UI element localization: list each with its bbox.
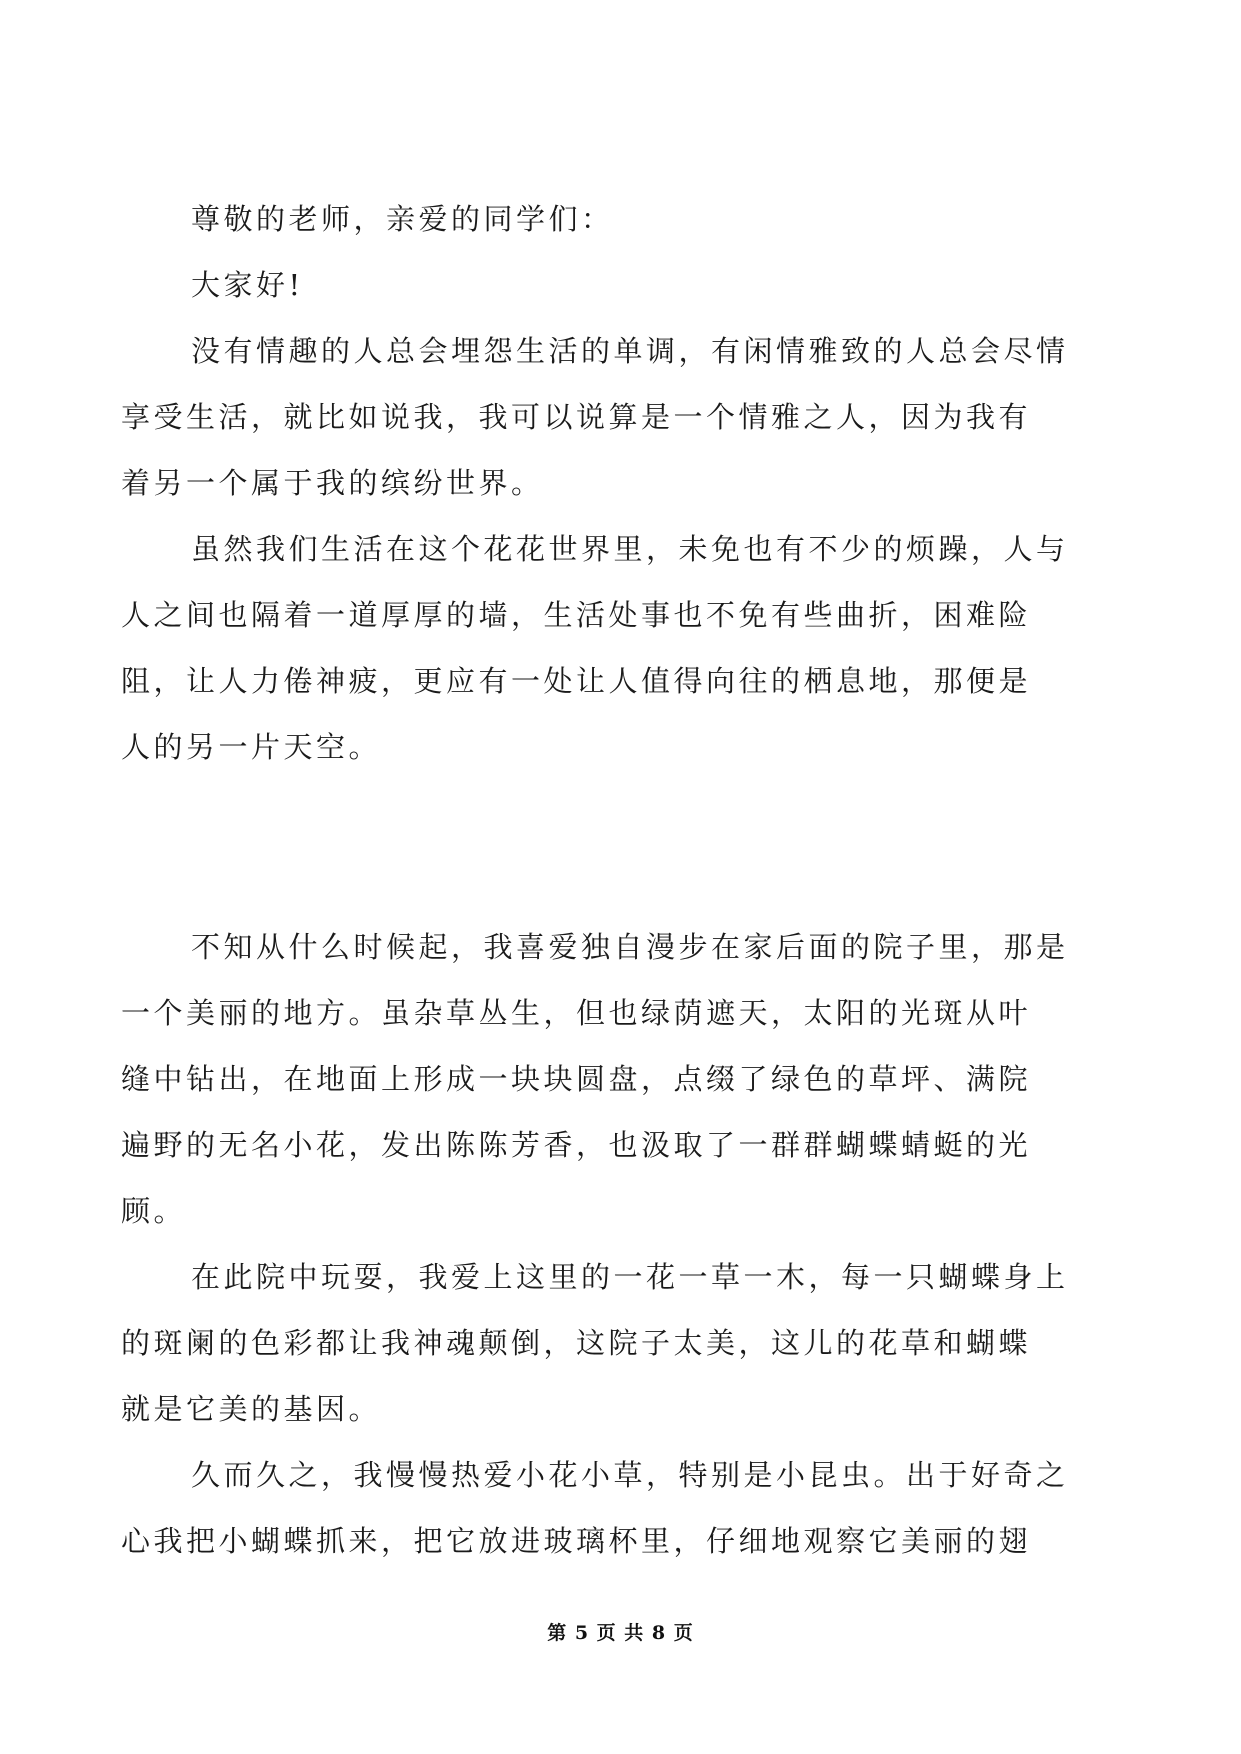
paragraph xyxy=(156,186,1090,252)
paragraph xyxy=(121,1244,1090,1442)
text-line: 大家好! xyxy=(191,268,304,302)
text-line: 就是它美的基因。 xyxy=(121,1392,382,1426)
paragraph-gap xyxy=(156,780,1090,914)
text-line: 顾。 xyxy=(121,1194,187,1228)
text-line: 没有情趣的人总会埋怨生活的单调，有闲情雅致的人总会尽情 xyxy=(191,334,1069,368)
text-line: 人的另一片天空。 xyxy=(121,730,382,764)
paragraph xyxy=(121,516,1090,780)
text-line: 遍野的无名小花，发出陈陈芳香，也汲取了一群群蝴蝶蜻蜓的光 xyxy=(121,1128,1032,1162)
text-line: 人之间也隔着一道厚厚的墙，生活处事也不免有些曲折，困难险 xyxy=(121,598,1032,632)
text-line: 久而久之，我慢慢热爱小花小草，特别是小昆虫。出于好奇之 xyxy=(191,1458,1069,1492)
text-line: 在此院中玩耍，我爱上这里的一花一草一木，每一只蝴蝶身上 xyxy=(191,1260,1069,1294)
page-footer: 第 5 页 共 8 页 xyxy=(547,1622,694,1644)
text-block-top xyxy=(121,186,1090,780)
text-line: 缝中钻出，在地面上形成一块块圆盘，点缀了绿色的草坪、满院 xyxy=(121,1062,1032,1096)
text-block-bottom xyxy=(121,914,1090,1574)
text-line: 一个美丽的地方。虽杂草丛生，但也绿荫遮天，太阳的光斑从叶 xyxy=(121,996,1032,1030)
text-line: 不知从什么时候起，我喜爱独自漫步在家后面的院子里，那是 xyxy=(191,930,1069,964)
text-line: 享受生活，就比如说我，我可以说算是一个情雅之人，因为我有 xyxy=(121,400,1032,434)
text-line: 尊敬的老师，亲爱的同学们： xyxy=(191,202,614,236)
paragraph xyxy=(121,1442,1090,1574)
paragraph xyxy=(156,252,1090,318)
text-line: 虽然我们生活在这个花花世界里，未免也有不少的烦躁，人与 xyxy=(191,532,1069,566)
paragraph xyxy=(121,318,1090,516)
text-line: 着另一个属于我的缤纷世界。 xyxy=(121,466,544,500)
text-line: 阻，让人力倦神疲，更应有一处让人值得向往的栖息地，那便是 xyxy=(121,664,1032,698)
text-line: 心我把小蝴蝶抓来，把它放进玻璃杯里，仔细地观察它美丽的翅 xyxy=(121,1524,1032,1558)
paragraph xyxy=(121,914,1090,1244)
body-text xyxy=(121,186,1090,1574)
text-line: 的斑阑的色彩都让我神魂颠倒，这院子太美，这儿的花草和蝴蝶 xyxy=(121,1326,1032,1360)
